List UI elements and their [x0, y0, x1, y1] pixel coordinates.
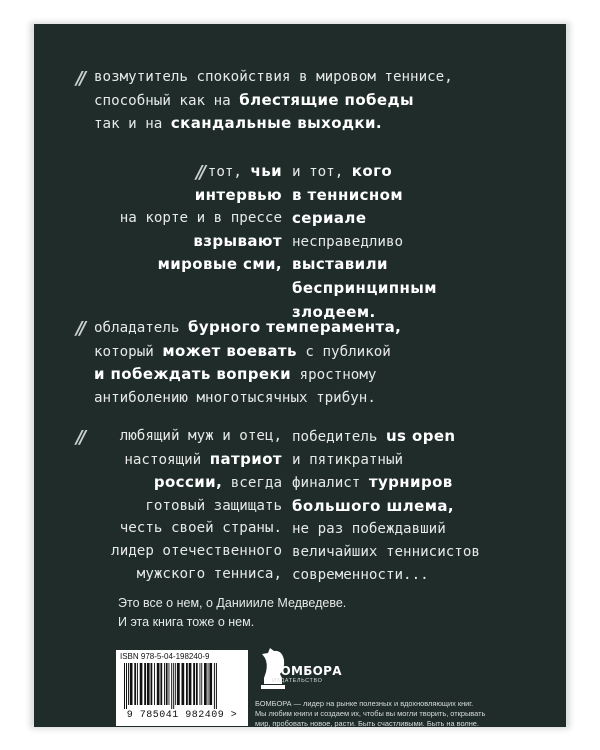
- text-run: яростному: [290, 367, 377, 384]
- bold-phrase: мировые сми,: [157, 255, 282, 274]
- text-line: [292, 184, 437, 208]
- paragraph-interviews: [120, 160, 282, 277]
- barcode-bar: [157, 663, 160, 705]
- text-run: несправедливо: [292, 233, 404, 250]
- barcode-bar: [208, 663, 209, 705]
- barcode-bar: [196, 663, 198, 705]
- barcode-bar: [128, 663, 129, 705]
- bold-phrase: большого шлема,: [292, 496, 455, 515]
- text-line: [94, 112, 453, 136]
- barcode-bar: [214, 663, 215, 709]
- barcode-bar: [204, 663, 207, 705]
- bold-phrase: выставили: [292, 255, 388, 274]
- quote-mark-1: //: [76, 68, 84, 89]
- bold-phrase: сериале: [292, 209, 367, 228]
- publisher-logo-sub: ИЗДАТЕЛЬСТВО: [272, 678, 323, 684]
- text-line: [120, 207, 282, 230]
- barcode-bar: [137, 663, 138, 705]
- text-run: возмутитель спокойствия в мировом теннисе,: [94, 69, 453, 85]
- text-run: способный как на: [94, 92, 240, 109]
- barcode-digits: 9 785041 982409 >: [126, 710, 238, 721]
- barcode-bar: [154, 663, 155, 705]
- text-line: [94, 66, 453, 89]
- barcode-bar: [209, 663, 212, 705]
- text-line: [111, 540, 282, 563]
- text-line: [120, 230, 282, 254]
- closing-line-2: И эта книга тоже о нем.: [118, 615, 255, 629]
- barcode-bar: [160, 663, 162, 705]
- barcode-bar: [126, 663, 127, 709]
- barcode-bar: [186, 663, 188, 705]
- text-line: [111, 495, 282, 518]
- bold-phrase: злодеем.: [292, 302, 376, 321]
- barcode-bar: [177, 663, 180, 705]
- bold-phrase: взрывают: [193, 231, 282, 250]
- text-line: [111, 425, 282, 448]
- text-line: [94, 387, 401, 410]
- text-line: [292, 425, 480, 449]
- text-run: честь своей страны.: [119, 520, 282, 537]
- bold-phrase: скандальные выходки.: [170, 114, 383, 133]
- text-line: [94, 89, 453, 113]
- text-run: настоящий: [124, 451, 210, 468]
- publisher-tagline-line-3: мир, пробовать новое, расти. Быть счастливыми. Быть на волне.: [255, 719, 479, 728]
- text-line: [292, 277, 437, 301]
- barcode-label: [116, 650, 248, 726]
- barcode-bar: [173, 663, 174, 709]
- text-line: [292, 449, 480, 472]
- text-run: современности...: [292, 566, 429, 583]
- text-line: [94, 340, 401, 364]
- text-run: с публикой: [296, 343, 391, 360]
- barcode-bar: [200, 663, 201, 705]
- text-run: величайших теннисистов: [292, 543, 480, 560]
- closing-line-1: Это все о нем, о Даниииле Медведеве.: [118, 596, 347, 610]
- text-run: не раз побеждавший: [292, 521, 446, 538]
- barcode-bar: [124, 663, 125, 709]
- bold-phrase: турниров: [368, 473, 453, 492]
- quote-mark-3: //: [76, 318, 84, 339]
- text-line: [292, 160, 437, 184]
- text-run: всегда: [222, 475, 282, 492]
- barcode-bar: [193, 663, 195, 705]
- isbn-text: ISBN 978-5-04-198240-9: [120, 652, 210, 661]
- bold-phrase: чьи: [250, 162, 282, 180]
- bold-phrase: и побеждать вопреки: [94, 365, 291, 384]
- barcode-bar: [147, 663, 150, 705]
- bold-phrase: патриот: [209, 449, 282, 468]
- text-run: на корте и в прессе: [119, 210, 282, 227]
- text-line: [120, 184, 282, 208]
- bold-phrase: беспринципным: [292, 278, 437, 297]
- bold-phrase: россии,: [153, 473, 223, 492]
- text-run: так и на: [94, 116, 171, 133]
- text-run: и тот,: [292, 164, 352, 180]
- text-run: лидер отечественного: [111, 542, 282, 559]
- text-line: [292, 207, 437, 231]
- text-run: мужского тенниса,: [136, 565, 282, 582]
- paragraph-temperament: [94, 316, 401, 409]
- barcode-bar: [151, 663, 153, 705]
- bold-phrase: кого: [351, 162, 393, 180]
- text-line: [292, 471, 480, 495]
- text-run: финалист: [292, 475, 369, 492]
- bold-phrase: интервью: [194, 185, 282, 204]
- text-run: победитель: [292, 429, 386, 445]
- barcode-bar: [189, 663, 192, 705]
- barcode-bar: [201, 663, 202, 705]
- text-line: [292, 541, 480, 564]
- text-line: [292, 231, 437, 254]
- text-line: [111, 448, 282, 472]
- barcode-bar: [130, 663, 133, 705]
- text-line: [111, 471, 282, 495]
- text-line: [111, 517, 282, 540]
- barcode-bar: [164, 663, 165, 705]
- barcode-bar: [169, 663, 170, 705]
- text-run: обладатель: [94, 320, 188, 336]
- paragraph-troublemaker: [94, 66, 453, 136]
- text-run: любящий муж и отец,: [119, 428, 282, 444]
- bold-phrase: бурного темперамента,: [187, 318, 402, 336]
- paragraph-villain: [292, 160, 437, 324]
- text-line: [292, 518, 480, 541]
- text-line: [292, 495, 480, 519]
- bold-phrase: блестящие победы: [239, 90, 414, 109]
- text-run: антиболению многотысячных трибун.: [94, 389, 376, 406]
- text-run: готовый защищать: [145, 497, 282, 514]
- text-line: [292, 253, 437, 277]
- barcode-bar: [134, 663, 136, 705]
- publisher-tagline-line-1: БОМБОРА — лидер на рынке полезных и вдохновляющих книг.: [255, 699, 474, 708]
- barcode-bar: [140, 663, 143, 705]
- text-line: [120, 253, 282, 277]
- quote-mark-4: //: [76, 427, 84, 448]
- text-run: и пятикратный: [292, 451, 404, 468]
- text-line: [292, 564, 480, 587]
- quote-mark-2: //: [196, 162, 204, 183]
- publisher-tagline: [255, 699, 485, 729]
- text-line: [111, 563, 282, 586]
- text-run: который: [94, 343, 163, 360]
- paragraph-patriot: [111, 425, 282, 585]
- text-line: [94, 363, 401, 387]
- text-line: [120, 160, 282, 184]
- publisher-tagline-line-2: Мы любим книги и создаем их, чтобы вы могли творить, открывать: [255, 709, 486, 718]
- barcode-bar: [166, 663, 168, 705]
- publisher-logo-name: БОМБОРА: [271, 664, 342, 678]
- paragraph-achievements: [292, 425, 480, 586]
- bold-phrase: us open: [385, 427, 456, 445]
- barcode-bar: [216, 663, 217, 709]
- barcode-bar: [144, 663, 146, 705]
- barcode-bars: [124, 663, 240, 709]
- text-run: тот,: [207, 164, 251, 180]
- barcode-bar: [171, 663, 172, 709]
- bold-phrase: может воевать: [162, 341, 297, 360]
- barcode-bar: [175, 663, 176, 705]
- barcode-bar: [182, 663, 185, 705]
- bold-phrase: в теннисном: [292, 185, 404, 204]
- text-line: [94, 316, 401, 340]
